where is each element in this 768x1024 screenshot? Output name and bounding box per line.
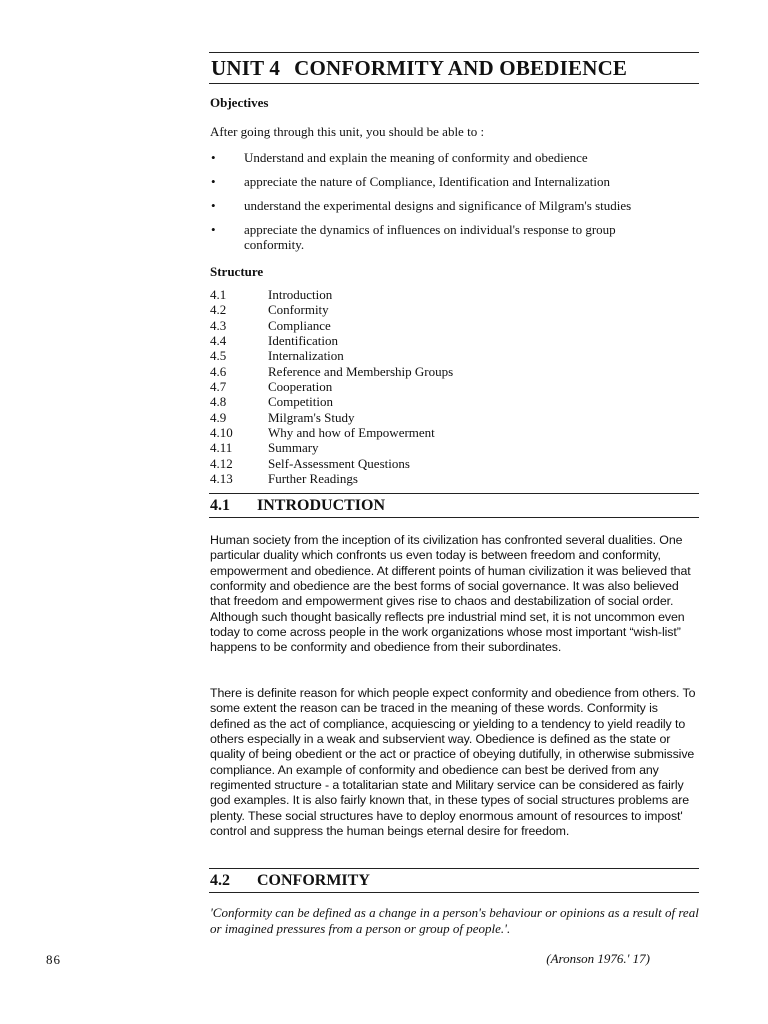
toc-title: Conformity xyxy=(268,302,329,318)
toc-title: Further Readings xyxy=(268,471,358,487)
toc-row xyxy=(210,394,453,409)
section-name: CONFORMITY xyxy=(257,872,370,889)
objectives-list xyxy=(209,150,699,261)
unit-number: UNIT 4 xyxy=(211,56,281,80)
toc-title: Identification xyxy=(268,333,339,349)
toc-number: 4.7 xyxy=(210,379,227,395)
section-title xyxy=(209,494,699,517)
conformity-definition-quote: 'Conformity can be defined as a change in a person's behaviour or opinions as a result of real or imagined pressures from a person or group of people.'. xyxy=(210,905,699,936)
toc-title: Competition xyxy=(268,394,333,410)
toc-row xyxy=(210,379,453,394)
unit-name: CONFORMITY AND OBEDIENCE xyxy=(294,56,628,80)
bullet-icon: • xyxy=(211,150,216,165)
toc-title: Self-Assessment Questions xyxy=(268,455,410,471)
section-bottom-rule xyxy=(209,892,699,893)
objectives-intro: After going through this unit, you should be able to : xyxy=(210,124,485,139)
unit-header xyxy=(209,52,699,84)
toc-row xyxy=(210,318,453,333)
objective-item: • Understand and explain the meaning of conformity and obedience xyxy=(211,150,588,165)
bullet-icon: • xyxy=(211,221,216,237)
structure-list xyxy=(210,287,453,486)
toc-number: 4.5 xyxy=(210,348,227,364)
toc-row xyxy=(210,456,453,471)
objective-item: • appreciate the dynamics of influences on individual's response to group conformity. xyxy=(211,221,616,253)
toc-number: 4.9 xyxy=(210,409,227,425)
structure-heading: Structure xyxy=(210,264,264,279)
citation: (Aronson 1976.' 17) xyxy=(546,951,650,966)
section-bottom-rule xyxy=(209,517,699,518)
toc-row xyxy=(210,410,453,425)
section-title xyxy=(209,869,699,892)
toc-number: 4.10 xyxy=(210,425,233,441)
toc-number: 4.11 xyxy=(210,440,233,456)
section-header-introduction xyxy=(209,493,699,518)
toc-title: Cooperation xyxy=(268,379,333,395)
toc-row xyxy=(210,287,453,302)
toc-number: 4.2 xyxy=(210,302,227,318)
toc-number: 4.8 xyxy=(210,394,227,410)
toc-number: 4.6 xyxy=(210,363,227,379)
section-header-conformity xyxy=(209,868,699,893)
bullet-icon: • xyxy=(211,197,216,213)
unit-bottom-rule xyxy=(209,83,699,84)
toc-title: Internalization xyxy=(268,348,344,364)
toc-number: 4.12 xyxy=(210,455,233,471)
toc-title: Summary xyxy=(268,440,319,456)
toc-row xyxy=(210,333,453,348)
toc-number: 4.13 xyxy=(210,471,233,487)
unit-title xyxy=(209,53,699,83)
objective-item: • understand the experimental designs and significance of Milgram's studies xyxy=(211,197,632,213)
toc-title: Reference and Membership Groups xyxy=(268,363,454,379)
toc-row xyxy=(210,364,453,379)
bullet-icon: • xyxy=(211,173,216,189)
toc-row xyxy=(210,348,453,363)
intro-paragraph-1: Human society from the inception of its civilization has confronted several dualities. One particular duality which confronts us even today is between freedom and conformity, empowerment and obedience. At different points of human civilization it was believed that conformity and obedience are the best forms of social governance. It was also believed that freedom and empowerment gives rise to chaos and destabilization of social order. Although such thought basically reflects pre industrial mind set, it is not uncommon even today to come across people in the work organizations whose most important “wish-list” happens to be conformity and obedience from their subordinates. xyxy=(210,533,691,655)
intro-paragraph-2: There is definite reason for which people expect conformity and obedience from others. To some extent the reason can be traced in the meaning of these words. Conformity is defined as the act of compliance, acquiescing or yielding to a tendency to yield readily to others especially in a weak and subservient way. Obedience is defined as the state or quality of being obedient or the act or practice of obeying dutifully, in otherwise submissive compliance. An example of conformity and obedience can best be derived from any regimented structure - a totalitarian state and Military service can be considered as fairly god examples. It is also fairly known that, in these types of social structures problems are plenty. These social structures have to deploy enormous amount of resources to impost' control and suppress the human beings eternal desire for freedom. xyxy=(210,686,696,839)
page-number: 86 xyxy=(46,952,61,967)
section-name: INTRODUCTION xyxy=(257,497,386,514)
section-number: 4.2 xyxy=(210,872,230,889)
section-number: 4.1 xyxy=(210,497,230,514)
toc-title: Why and how of Empowerment xyxy=(268,425,435,441)
toc-number: 4.1 xyxy=(210,287,227,302)
objectives-heading: Objectives xyxy=(210,95,269,110)
toc-row xyxy=(210,302,453,317)
toc-title: Compliance xyxy=(268,317,331,333)
toc-title: Milgram's Study xyxy=(268,409,355,425)
toc-row xyxy=(210,471,453,486)
toc-title: Introduction xyxy=(268,287,333,302)
toc-row xyxy=(210,425,453,440)
toc-number: 4.4 xyxy=(210,333,227,349)
toc-row xyxy=(210,440,453,455)
objective-item: • appreciate the nature of Compliance, Identification and Internalization xyxy=(211,173,611,189)
toc-number: 4.3 xyxy=(210,317,227,333)
